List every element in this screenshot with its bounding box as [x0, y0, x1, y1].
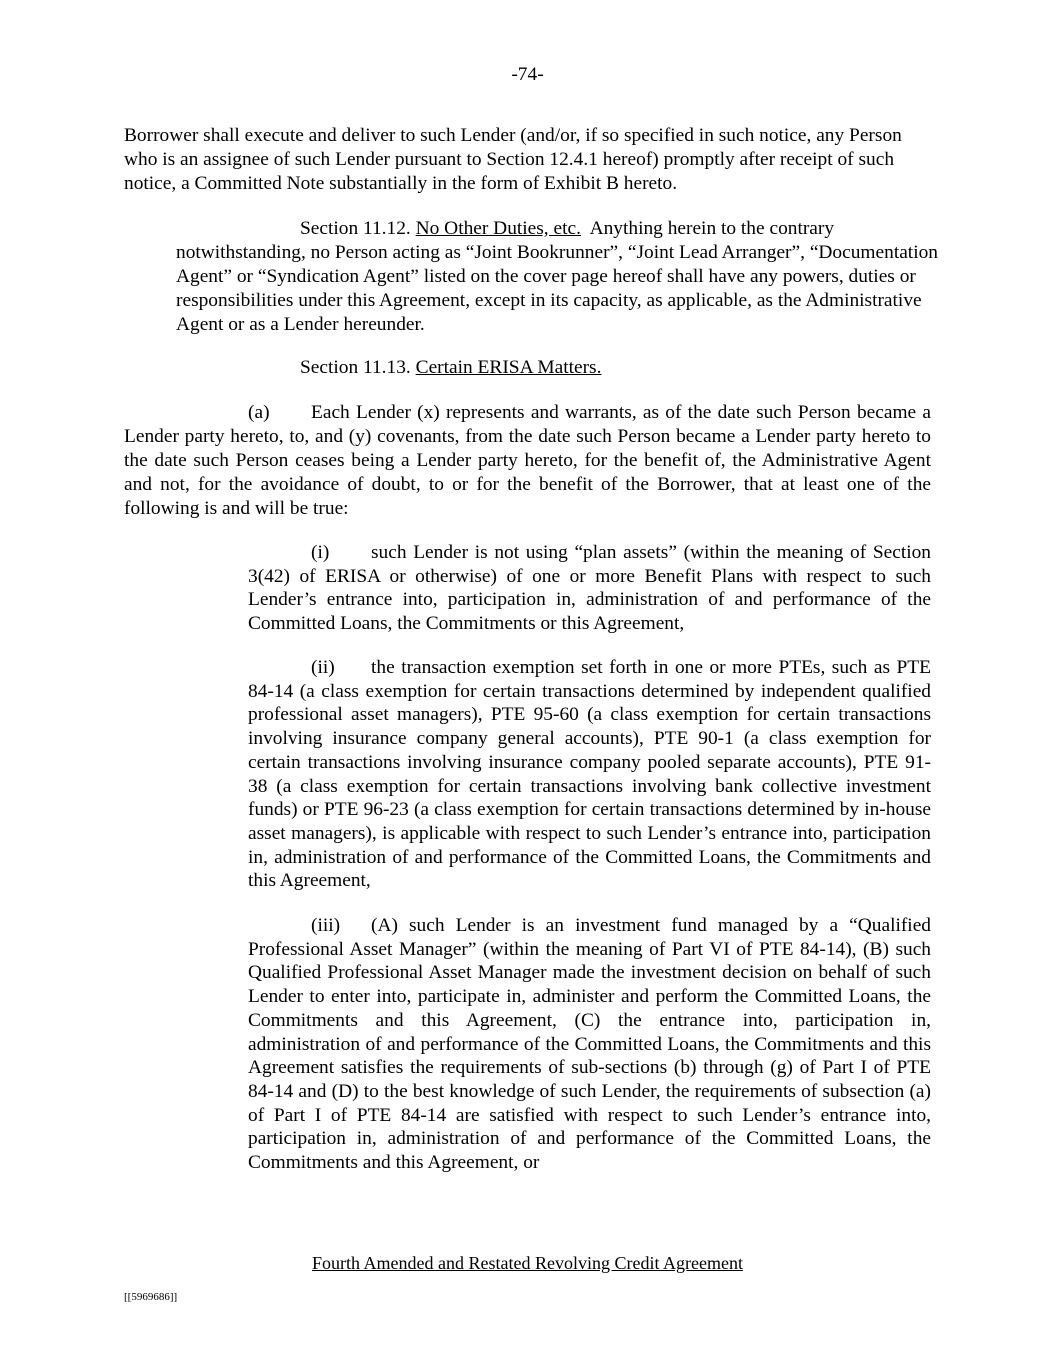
section-11-12-body: Anything herein to the contrary notwithstanding, no Person acting as “Joint Bookrunner”, “Joint Lead Arranger”, “Documentation Agent” or “Syndication Agent” listed on the cover page hereof shall have any powers, duties or responsibilities under this Agreement, except in its capacity, as applicable, as the Administrative Agent or as a Lender hereunder.	[176, 218, 938, 335]
subclause-iii-text: (A) such Lender is an investment fund managed by a “Qualified Professional Asset Manager” (within the meaning of Part VI of PTE 84-14), (B) such Qualified Professional Asset Manager made the investment decision on behalf of such Lender to enter into, participate in, administer and perform the Committed Loans, the Commitments and this Agreement, (C) the entrance into, participation in, administration of and performance of the Committed Loans, the Commitments and this Agreement satisfies the requirements of sub-sections (b) through (g) of Part I of PTE 84-14 and (D) to the best knowledge of such Lender, the requirements of subsection (a) of Part I of PTE 84-14 are satisfied with respect to such Lender’s entrance into, participation in, administration of and performance of the Committed Loans, the Commitments and this Agreement, or	[248, 915, 931, 1174]
subclause-iii-label: (iii)	[311, 915, 341, 936]
subclause-ii	[248, 656, 931, 893]
subclause-i	[248, 541, 931, 636]
clause-a-label: (a)	[248, 402, 270, 423]
subclause-i-label: (i)	[311, 542, 330, 563]
subclause-i-text: such Lender is not using “plan assets” (within the meaning of Section 3(42) of ERISA or otherwise) of one or more Benefit Plans with respect to such Lender’s entrance into, participation in, administration of and performance of the Committed Loans, the Commitments or this Agreement,	[248, 542, 931, 635]
section-11-12-heading: No Other Duties, etc.	[415, 218, 581, 239]
section-11-13	[300, 356, 900, 380]
subclause-ii-label: (ii)	[311, 657, 335, 678]
clause-a-text: Each Lender (x) represents and warrants, as of the date such Person became a Lender party hereto, to, and (y) covenants, from the date such Person became a Lender party hereto to the date such Person ceases being a Lender party hereto, for the benefit of, the Administrative Agent and not, for the avoidance of doubt, to or for the benefit of the Borrower, that at least one of the following is and will be true:	[124, 402, 931, 519]
section-11-12	[176, 217, 946, 337]
continuation-paragraph: Borrower shall execute and deliver to such Lender (and/or, if so specified in such notice, any Person who is an assignee of such Lender pursuant to Section 12.4.1 hereof) promptly after receipt of such notice, a Committed Note substantially in the form of Exhibit B hereto.	[124, 125, 902, 194]
section-11-12-number: Section 11.12.	[300, 218, 411, 239]
footer-agreement-title: Fourth Amended and Restated Revolving Credit Agreement	[312, 1253, 743, 1273]
section-11-13-number: Section 11.13.	[300, 357, 411, 378]
page-number: -74-	[511, 64, 544, 85]
subclause-ii-text: the transaction exemption set forth in one or more PTEs, such as PTE 84-14 (a class exemption for certain transactions determined by independent qualified professional asset managers), PTE 95-60 (a class exemption for certain transactions involving insurance company general accounts), PTE 90-1 (a class exemption for certain transactions involving insurance company pooled separate accounts), PTE 91-38 (a class exemption for certain transactions involving bank collective investment funds) or PTE 96-23 (a class exemption for certain transactions determined by in-house asset managers), is applicable with respect to such Lender’s entrance into, participation in, administration of and performance of the Committed Loans, the Commitments and this Agreement,	[248, 657, 931, 892]
clause-a	[124, 401, 931, 521]
document-id: [[5969686]]	[124, 1291, 178, 1303]
subclause-iii	[248, 914, 931, 1175]
section-11-13-heading: Certain ERISA Matters.	[415, 357, 602, 378]
